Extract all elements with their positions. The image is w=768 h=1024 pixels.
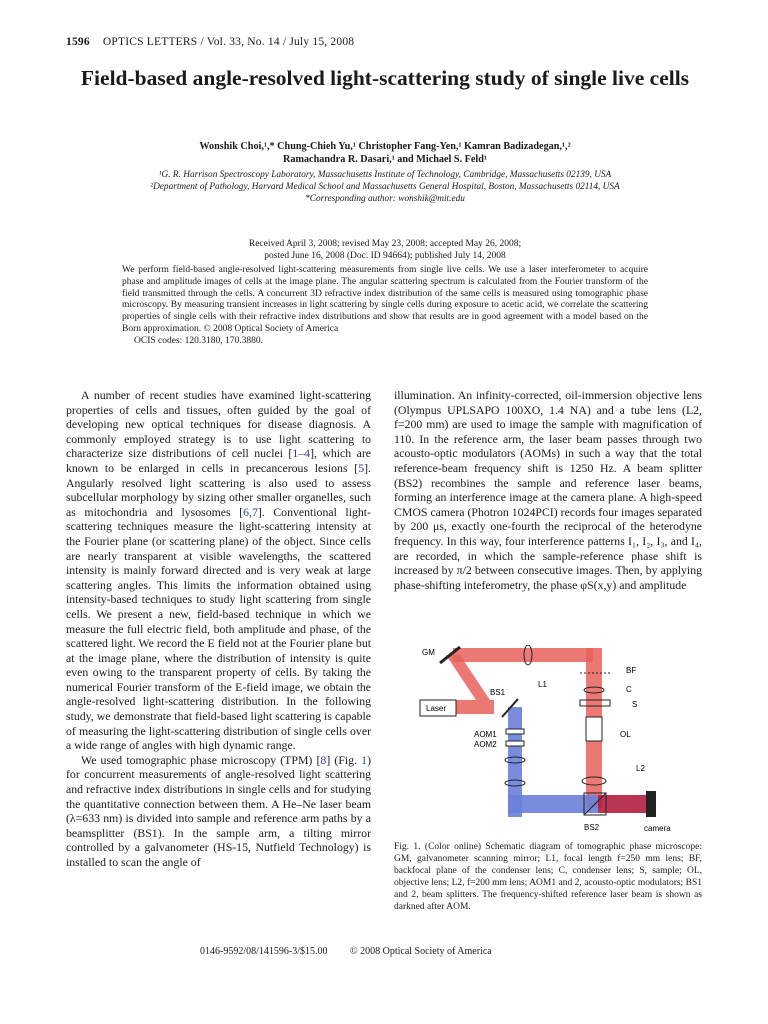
label-aom1: AOM1 [474,730,497,739]
aom2 [506,741,524,746]
label-camera: camera [644,824,671,833]
author-line-1: Wonshik Choi,¹,* Chung-Chieh Yu,¹ Christopher Fang-Yen,¹ Kamran Badizadegan,¹,² [199,141,571,152]
footer-copyright: © 2008 Optical Society of America [350,946,492,957]
article-code: 0146-9592/08/141596-3/$15.00 [200,946,328,957]
abstract [122,265,648,348]
author-list [100,140,670,166]
author-line-2: Ramachandra R. Dasari,¹ and Michael S. Feld¹ [283,154,487,165]
received-line-1: Received April 3, 2008; revised May 23, 2008; accepted May 26, 2008; [248,239,522,249]
page-footer [200,946,600,957]
label-s: S [632,700,638,709]
article-title: Field-based angle-resolved light-scattering study of single live cells [80,66,690,90]
citation-link[interactable]: 1–4 [292,446,311,461]
objective-lens [586,717,602,741]
tpm-schematic-figure [418,645,678,835]
beam-segment [598,795,646,813]
running-header [66,36,354,48]
label-gm: GM [422,648,435,657]
affiliation-1: ¹G. R. Harrison Spectroscopy Laboratory, Massachusetts Institute of Technology, Cambridge, Massachusetts 02139, USA [158,170,612,180]
body-paragraph-2 [66,753,371,870]
affiliation-2: ²Department of Pathology, Harvard Medical School and Massachusetts General Hospital, Boston, Massachusetts 02114, USA [150,182,620,193]
figure-link[interactable]: 1 [361,752,368,767]
beam-segment [456,700,494,714]
citation-link[interactable]: 6,7 [243,504,258,519]
received-line-2: posted June 16, 2008 (Doc. ID 94664); published July 14, 2008 [264,250,506,261]
label-bs2: BS2 [584,823,600,832]
label-l1: L1 [538,680,547,689]
abstract-text: We perform field-based angle-resolved light-scattering measurements from single live cells. We use a laser interferometer to acquire phase and amplitude images of cells at the image plane. The angular scattering spectrum is calculated from the Fourier transform of the field transmitted through the cells. A concurrent 3D refractive index distribution of the same cells is measured using tomographic phase microscopy. By measuring transient increases in light scattering by single cells during exposure to acetic acid, we correlate the scattering properties of single cells with their refractive index distributions and show that results are in good agreement with a model based on the Born approximation. © 2008 Optical Society of America [122,265,648,334]
corresponding-author: *Corresponding author: wonshik@mit.edu [305,194,465,205]
page-number: 1596 [66,36,90,48]
reference-beam-path [508,707,646,817]
label-bs1: BS1 [490,688,506,697]
affiliations [150,169,620,206]
received-dates [120,239,650,262]
label-l2: L2 [636,764,645,773]
beam-segment [453,648,593,662]
text-run: ] (Fig. [326,752,362,767]
text-run: ], which are known to be enlarged in cells in precancerous lesions [ [66,446,371,475]
citation-link[interactable]: 5 [358,460,365,475]
text-run: ]. Angularly resolved light scattering is also used to assess subcellular morphology by sizing other smaller organelles, such as mitochondria and lysosomes [ [66,460,371,519]
label-ol: OL [620,730,631,739]
ocis-codes: OCIS codes: 120.3180, 170.3880. [134,335,264,346]
label-bf: BF [626,666,637,675]
aom1 [506,729,524,734]
label-laser: Laser [426,704,447,713]
right-column [394,388,702,592]
text-run: We used tomographic phase microscopy (TPM) [ [81,752,321,767]
label-c: C [626,685,632,694]
figure-caption: Fig. 1. (Color online) Schematic diagram of tomographic phase microscope: GM, galvanometer scanning mirror; L1, focal length f=250 mm lens; BF, backfocal plane of the condenser lens; C, condenser lens; S, sample; OL, objective lens; L2, f=200 mm lens; AOM1 and 2, acousto-optic modulators; BS1 and 2, beam splitters. The frequency-shifted reference laser beam is shown as darkned after AOM. [394,842,702,912]
text-run: ]. Conventional light-scattering techniques measure the light-scattering intensity at the Fourier plane (or scattering plane) of the object. Since cells are nearly transparent at visible wavelengths, the scattered intensity is mainly forward directed and is very weak at large scattering angles. This limits the information obtained using intensity-based techniques to study light scattering from single cells. We present a new, field-based technique in which we measure the full electric field, both amplitude and phase, of the scattered light. We record the E field not at the Fourier plane but at the image plane, where the distribution of intensity is quite even owing to the transparent property of cells. By taking the numerical Fourier transform of the E-field image, we obtain the angle-resolved light-scattering distribution. In the following study, we demonstrate that field-based light scattering is capable of measuring the light-scattering distribution of single cells over a wide range of angles with high dynamic range. [66,504,371,753]
text-run: A number of recent studies have examined light-scattering properties of cells and tissues, often guided by the goal of developing new optical techniques for disease diagnosis. A commonly employed strategy is to use light scattering to characterize size distributions of cell nuclei [ [66,388,371,461]
body-paragraph-3: illumination. An infinity-corrected, oil-immersion objective lens (Olympus UPLSAPO 100XO, 1.4 NA) and a tube lens (L2, f=200 mm) are used to image the sample with magnification of 110. In the reference arm, the laser beam passes through two acousto-optic modulators (AOMs) in such a way that the total reference-beam frequency shift is 1250 Hz. A beam splitter (BS2) recombines the sample and reference laser beams, forming an interference image at the camera plane. A high-speed CMOS camera (Photron 1024PCI) records four images separated by 200 μs, exactly one-fourth the reciprocal of the heterodyne frequency. In this way, four interference patterns I₁, I₂, I₃, and I₄, are recorded, in which the sample-reference phase shift is increased by π/2 between consecutive images. Then, by applying phase-shifting inteferometry, the phase φS(x,y) and amplitude [394,388,702,592]
body-paragraph-1 [66,388,371,753]
journal-info: OPTICS LETTERS / Vol. 33, No. 14 / July 15, 2008 [102,36,355,48]
camera-body [646,791,656,817]
left-column [66,388,371,870]
label-aom2: AOM2 [474,740,497,749]
text-run: ) for concurrent measurements of angle-resolved light scattering and refractive index distributions in single cells and for studying the quantitative connection between them. A He–Ne laser beam (λ=633 nm) is divided into sample and reference arm paths by a beamsplitter (BS1). In the sample arm, a tilting mirror controlled by a galvanometer (HS-15, Nutfield Technology) is installed to scan the angle of [66,752,371,869]
citation-link[interactable]: 8 [320,752,327,767]
